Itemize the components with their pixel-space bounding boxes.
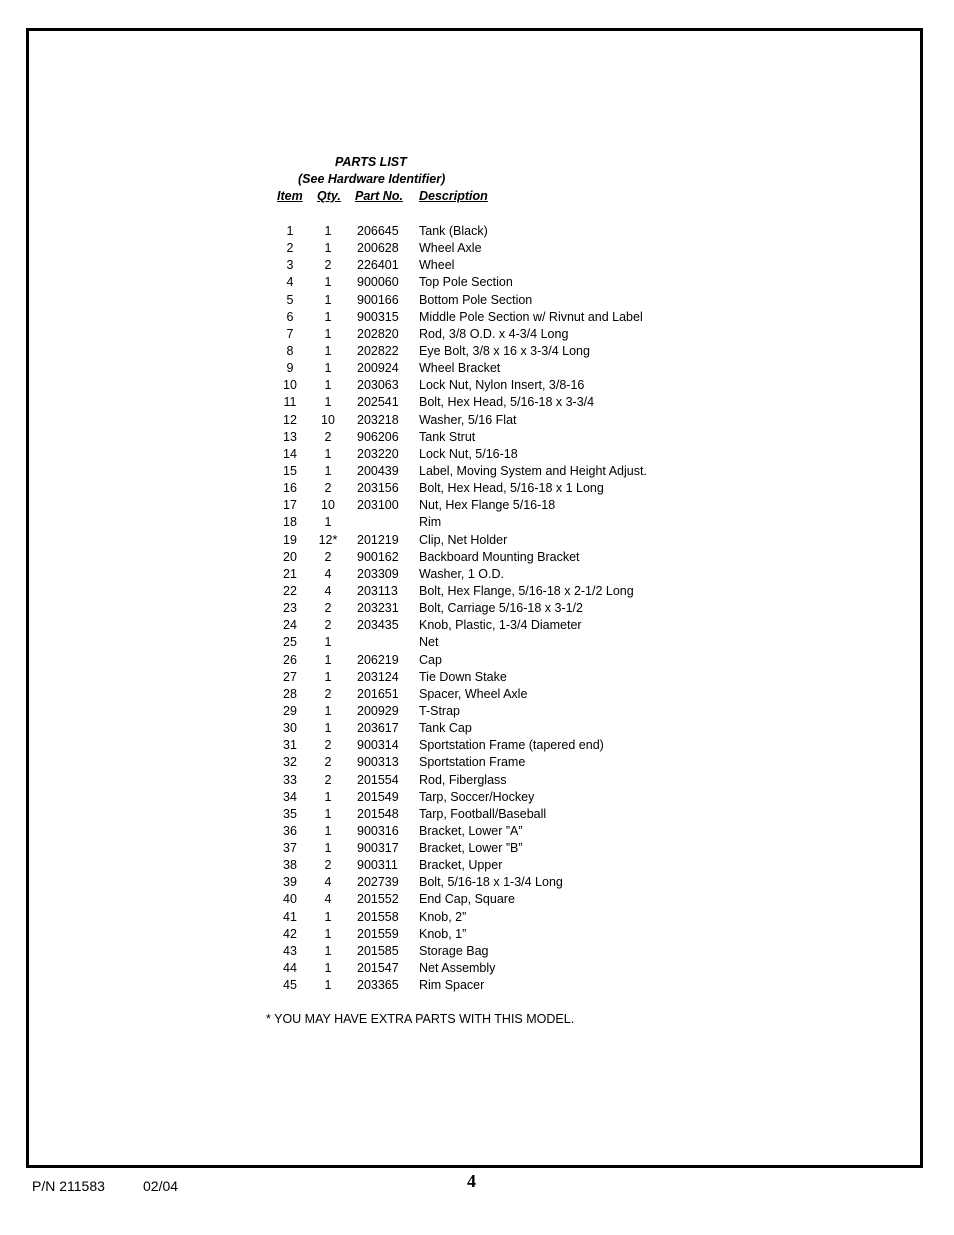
table-row xyxy=(0,223,954,240)
cell-part-no: 200628 xyxy=(357,241,399,256)
parts-list-subtitle: (See Hardware Identifier) xyxy=(298,172,446,186)
cell-item: 34 xyxy=(283,789,297,804)
table-row xyxy=(0,497,954,514)
cell-part-no: 200929 xyxy=(357,703,399,718)
table-row xyxy=(0,806,954,823)
cell-qty: 4 xyxy=(324,892,332,907)
cell-part-no: 202822 xyxy=(357,343,399,358)
cell-part-no: 203220 xyxy=(357,446,399,461)
cell-part-no: 900314 xyxy=(357,738,399,753)
cell-item: 10 xyxy=(283,378,297,393)
table-row xyxy=(0,669,954,686)
cell-qty: 1 xyxy=(324,806,332,821)
table-row xyxy=(0,309,954,326)
cell-description: Middle Pole Section w/ Rivnut and Label xyxy=(419,309,643,324)
table-row xyxy=(0,840,954,857)
cell-item: 17 xyxy=(283,498,297,513)
cell-item: 37 xyxy=(283,841,297,856)
cell-item: 15 xyxy=(283,463,297,478)
cell-qty: 2 xyxy=(324,738,332,753)
cell-description: Spacer, Wheel Axle xyxy=(419,686,528,701)
table-row xyxy=(0,789,954,806)
cell-qty: 1 xyxy=(324,635,332,650)
column-header-qty: Qty. xyxy=(317,189,341,203)
cell-qty: 1 xyxy=(324,309,332,324)
table-row xyxy=(0,823,954,840)
cell-description: Bolt, Carriage 5/16-18 x 3-1/2 xyxy=(419,601,583,616)
cell-qty: 10 xyxy=(321,412,335,427)
cell-item: 30 xyxy=(283,721,297,736)
cell-part-no: 203100 xyxy=(357,498,399,513)
cell-part-no: 200439 xyxy=(357,463,399,478)
cell-description: Washer, 5/16 Flat xyxy=(419,412,517,427)
table-row xyxy=(0,394,954,411)
cell-qty: 1 xyxy=(324,395,332,410)
cell-description: Backboard Mounting Bracket xyxy=(419,549,580,564)
cell-description: Bottom Pole Section xyxy=(419,292,533,307)
cell-item: 18 xyxy=(283,515,297,530)
cell-part-no: 203309 xyxy=(357,566,399,581)
cell-item: 29 xyxy=(283,703,297,718)
cell-description: Cap xyxy=(419,652,442,667)
cell-qty: 1 xyxy=(324,978,332,993)
cell-part-no: 906206 xyxy=(357,429,399,444)
table-row xyxy=(0,326,954,343)
cell-qty: 2 xyxy=(324,258,332,273)
cell-item: 19 xyxy=(283,532,297,547)
cell-item: 42 xyxy=(283,926,297,941)
cell-qty: 2 xyxy=(324,858,332,873)
cell-item: 22 xyxy=(283,583,297,598)
cell-description: Eye Bolt, 3/8 x 16 x 3-3/4 Long xyxy=(419,343,590,358)
cell-item: 32 xyxy=(283,755,297,770)
cell-item: 4 xyxy=(286,275,294,290)
cell-item: 44 xyxy=(283,961,297,976)
table-row xyxy=(0,891,954,908)
cell-description: Bolt, 5/16-18 x 1-3/4 Long xyxy=(419,875,563,890)
cell-part-no: 200924 xyxy=(357,361,399,376)
cell-description: Top Pole Section xyxy=(419,275,513,290)
column-header-item: Item xyxy=(277,189,303,203)
cell-item: 2 xyxy=(286,241,294,256)
cell-qty: 1 xyxy=(324,703,332,718)
cell-qty: 2 xyxy=(324,772,332,787)
cell-part-no: 201547 xyxy=(357,961,399,976)
table-row xyxy=(0,874,954,891)
cell-qty: 1 xyxy=(324,961,332,976)
cell-description: Net Assembly xyxy=(419,961,496,976)
cell-part-no: 900313 xyxy=(357,755,399,770)
cell-part-no: 900060 xyxy=(357,275,399,290)
table-row xyxy=(0,549,954,566)
cell-description: Tarp, Soccer/Hockey xyxy=(419,789,535,804)
cell-qty: 1 xyxy=(324,721,332,736)
cell-qty: 1 xyxy=(324,446,332,461)
cell-qty: 2 xyxy=(324,601,332,616)
cell-description: Washer, 1 O.D. xyxy=(419,566,504,581)
table-row xyxy=(0,703,954,720)
table-row xyxy=(0,634,954,651)
parts-list-title: PARTS LIST xyxy=(335,155,407,169)
table-row xyxy=(0,446,954,463)
cell-qty: 1 xyxy=(324,652,332,667)
table-row xyxy=(0,463,954,480)
cell-description: Rod, Fiberglass xyxy=(419,772,507,787)
cell-qty: 4 xyxy=(324,583,332,598)
cell-qty: 1 xyxy=(324,378,332,393)
table-row xyxy=(0,514,954,531)
cell-description: Nut, Hex Flange 5/16-18 xyxy=(419,498,556,513)
column-header-part-no: Part No. xyxy=(355,189,403,203)
cell-qty: 1 xyxy=(324,361,332,376)
cell-part-no: 201585 xyxy=(357,943,399,958)
cell-description: Rim Spacer xyxy=(419,978,485,993)
cell-description: Bolt, Hex Head, 5/16-18 x 1 Long xyxy=(419,481,604,496)
cell-item: 6 xyxy=(286,309,294,324)
cell-qty: 1 xyxy=(324,926,332,941)
cell-part-no: 202739 xyxy=(357,875,399,890)
cell-description: Storage Bag xyxy=(419,943,489,958)
cell-item: 3 xyxy=(286,258,294,273)
cell-part-no: 203231 xyxy=(357,601,399,616)
cell-item: 20 xyxy=(283,549,297,564)
cell-part-no: 900315 xyxy=(357,309,399,324)
cell-item: 23 xyxy=(283,601,297,616)
cell-qty: 4 xyxy=(324,566,332,581)
table-row xyxy=(0,566,954,583)
cell-item: 14 xyxy=(283,446,297,461)
cell-part-no: 203218 xyxy=(357,412,399,427)
cell-qty: 1 xyxy=(324,292,332,307)
cell-qty: 1 xyxy=(324,943,332,958)
cell-part-no: 201554 xyxy=(357,772,399,787)
cell-qty: 1 xyxy=(324,789,332,804)
cell-part-no: 202541 xyxy=(357,395,399,410)
cell-part-no: 203124 xyxy=(357,669,399,684)
cell-part-no: 203365 xyxy=(357,978,399,993)
cell-part-no: 203435 xyxy=(357,618,399,633)
cell-qty: 10 xyxy=(321,498,335,513)
cell-qty: 1 xyxy=(324,224,332,238)
cell-qty: 1 xyxy=(324,909,332,924)
page-number: 4 xyxy=(467,1171,476,1191)
table-row xyxy=(0,943,954,960)
cell-qty: 1 xyxy=(324,463,332,478)
cell-description: Wheel xyxy=(419,258,455,273)
cell-part-no: 206645 xyxy=(357,224,399,238)
cell-qty: 2 xyxy=(324,481,332,496)
cell-item: 11 xyxy=(283,395,297,410)
cell-part-no: 201552 xyxy=(357,892,399,907)
cell-qty: 4 xyxy=(324,875,332,890)
cell-item: 33 xyxy=(283,772,297,787)
cell-part-no: 900162 xyxy=(357,549,399,564)
cell-qty: 12* xyxy=(318,532,338,547)
table-row xyxy=(0,412,954,429)
cell-description: Rod, 3/8 O.D. x 4-3/4 Long xyxy=(419,326,569,341)
cell-description: Bolt, Hex Flange, 5/16-18 x 2-1/2 Long xyxy=(419,583,634,598)
table-row xyxy=(0,737,954,754)
table-row xyxy=(0,754,954,771)
cell-description: Knob, Plastic, 1-3/4 Diameter xyxy=(419,618,582,633)
table-row xyxy=(0,240,954,257)
table-row xyxy=(0,480,954,497)
cell-item: 38 xyxy=(283,858,297,873)
cell-qty: 1 xyxy=(324,823,332,838)
cell-qty: 2 xyxy=(324,686,332,701)
cell-item: 24 xyxy=(283,618,297,633)
cell-part-no: 201549 xyxy=(357,789,399,804)
cell-item: 7 xyxy=(286,326,294,341)
cell-description: Wheel Bracket xyxy=(419,361,501,376)
table-row xyxy=(0,429,954,446)
cell-description: Bracket, Lower ”B” xyxy=(419,841,523,856)
cell-description: Lock Nut, 5/16-18 xyxy=(419,446,518,461)
cell-item: 26 xyxy=(283,652,297,667)
cell-part-no: 203617 xyxy=(357,721,399,736)
cell-qty: 2 xyxy=(324,429,332,444)
cell-item: 45 xyxy=(283,978,297,993)
cell-description: Sportstation Frame (tapered end) xyxy=(419,738,604,753)
table-row xyxy=(0,274,954,291)
cell-qty: 2 xyxy=(324,549,332,564)
cell-description: Wheel Axle xyxy=(419,241,482,256)
table-row xyxy=(0,926,954,943)
extra-parts-note: * YOU MAY HAVE EXTRA PARTS WITH THIS MODEL. xyxy=(266,1012,575,1026)
cell-part-no: 203113 xyxy=(357,583,398,598)
table-row xyxy=(0,686,954,703)
table-row xyxy=(0,360,954,377)
cell-item: 40 xyxy=(283,892,297,907)
cell-qty: 1 xyxy=(324,343,332,358)
cell-item: 5 xyxy=(286,292,294,307)
cell-qty: 1 xyxy=(324,326,332,341)
cell-item: 35 xyxy=(283,806,297,821)
cell-qty: 1 xyxy=(324,275,332,290)
table-row xyxy=(0,600,954,617)
table-row xyxy=(0,977,954,994)
cell-part-no: 900311 xyxy=(357,858,398,873)
cell-qty: 1 xyxy=(324,241,332,256)
parts-table xyxy=(0,223,954,994)
cell-description: Knob, 1” xyxy=(419,926,467,941)
cell-item: 13 xyxy=(283,429,297,444)
cell-item: 43 xyxy=(283,943,297,958)
cell-item: 27 xyxy=(283,669,297,684)
cell-item: 1 xyxy=(286,224,294,238)
cell-item: 16 xyxy=(283,481,297,496)
cell-item: 31 xyxy=(283,738,297,753)
cell-item: 36 xyxy=(283,823,297,838)
cell-item: 28 xyxy=(283,686,297,701)
cell-description: Lock Nut, Nylon Insert, 3/8-16 xyxy=(419,378,585,393)
cell-part-no: 201219 xyxy=(357,532,399,547)
cell-item: 8 xyxy=(286,343,294,358)
cell-description: T-Strap xyxy=(419,703,460,718)
cell-description: Bracket, Upper xyxy=(419,858,503,873)
cell-qty: 1 xyxy=(324,515,332,530)
table-row xyxy=(0,257,954,274)
cell-item: 39 xyxy=(283,875,297,890)
cell-description: End Cap, Square xyxy=(419,892,515,907)
table-row xyxy=(0,720,954,737)
table-row xyxy=(0,857,954,874)
cell-qty: 2 xyxy=(324,618,332,633)
cell-part-no: 900317 xyxy=(357,841,399,856)
cell-part-no: 201548 xyxy=(357,806,399,821)
cell-description: Rim xyxy=(419,515,442,530)
cell-description: Tank Strut xyxy=(419,429,476,444)
table-row xyxy=(0,909,954,926)
cell-part-no: 201559 xyxy=(357,926,399,941)
table-row xyxy=(0,343,954,360)
cell-part-no: 201651 xyxy=(357,686,399,701)
cell-item: 41 xyxy=(283,909,297,924)
table-row xyxy=(0,960,954,977)
cell-description: Clip, Net Holder xyxy=(419,532,508,547)
cell-item: 25 xyxy=(283,635,297,650)
cell-description: Knob, 2” xyxy=(419,909,467,924)
cell-qty: 1 xyxy=(324,841,332,856)
cell-item: 9 xyxy=(286,361,294,376)
cell-qty: 1 xyxy=(324,669,332,684)
cell-qty: 2 xyxy=(324,755,332,770)
cell-description: Label, Moving System and Height Adjust. xyxy=(419,463,647,478)
table-row xyxy=(0,377,954,394)
cell-description: Bolt, Hex Head, 5/16-18 x 3-3/4 xyxy=(419,395,595,410)
cell-description: Tank Cap xyxy=(419,721,472,736)
cell-description: Sportstation Frame xyxy=(419,755,526,770)
footer-date: 02/04 xyxy=(143,1178,179,1194)
cell-description: Net xyxy=(419,635,439,650)
cell-part-no: 226401 xyxy=(357,258,399,273)
table-row xyxy=(0,532,954,549)
cell-description: Tie Down Stake xyxy=(419,669,507,684)
cell-description: Tank (Black) xyxy=(419,224,488,238)
cell-item: 21 xyxy=(283,566,297,581)
table-row xyxy=(0,292,954,309)
table-row xyxy=(0,772,954,789)
table-row xyxy=(0,617,954,634)
table-row xyxy=(0,583,954,600)
cell-part-no: 206219 xyxy=(357,652,399,667)
table-row xyxy=(0,652,954,669)
column-header-description: Description xyxy=(419,189,488,203)
cell-part-no: 900166 xyxy=(357,292,399,307)
cell-part-no: 202820 xyxy=(357,326,399,341)
footer-part-number: P/N 211583 xyxy=(32,1178,105,1194)
cell-part-no: 201558 xyxy=(357,909,399,924)
cell-part-no: 203156 xyxy=(357,481,399,496)
cell-description: Bracket, Lower ”A” xyxy=(419,823,523,838)
cell-part-no: 203063 xyxy=(357,378,399,393)
cell-description: Tarp, Football/Baseball xyxy=(419,806,547,821)
cell-part-no: 900316 xyxy=(357,823,399,838)
cell-item: 12 xyxy=(283,412,297,427)
